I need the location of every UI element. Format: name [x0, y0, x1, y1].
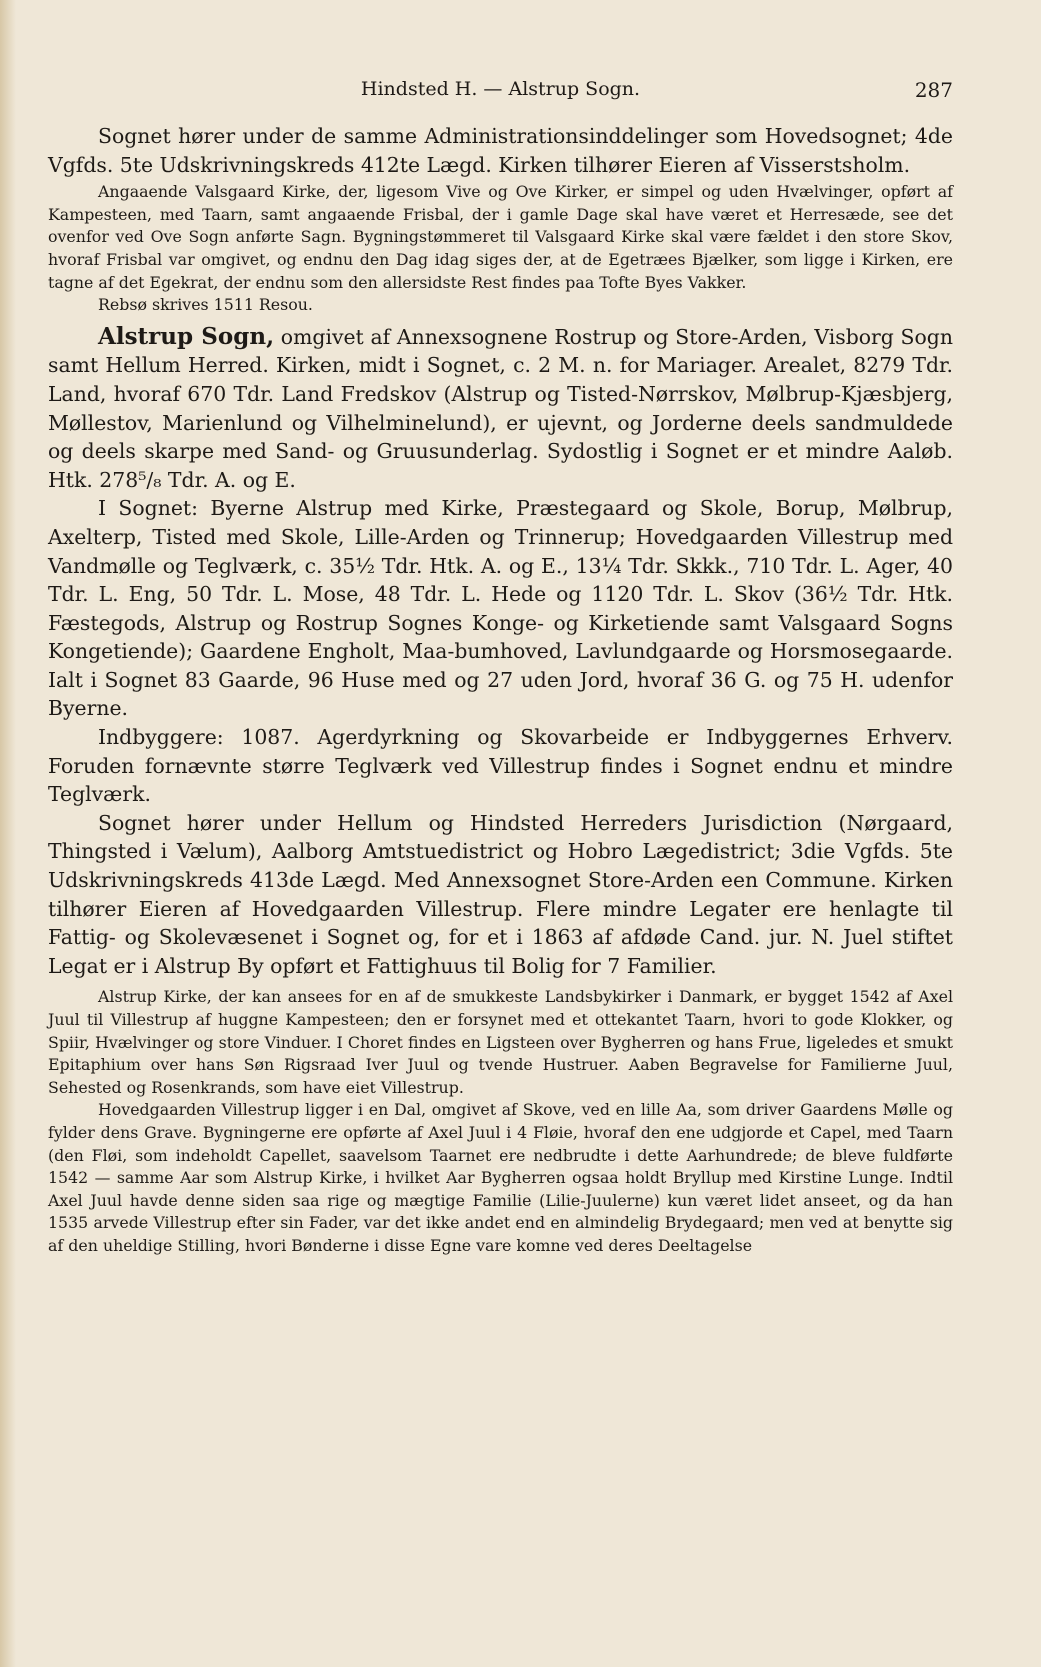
- header-title: Hindsted H. — Alstrup Sogn.: [360, 78, 641, 100]
- running-header: [48, 70, 953, 110]
- paragraph-text: Sognet hører under de samme Administrationsinddelinger som Hovedsognet; 4de Vgfds. 5te Udskrivningskreds 412te Lægd. Kirken tilhører Eieren af Visserstsholm.: [48, 124, 953, 177]
- paragraph-inhabitants: [48, 723, 953, 809]
- paragraph-text: omgivet af Annexsognene Rostrup og Store-Arden, Visborg Sogn samt Hellum Herred. Kirken, midt i Sognet, c. 2 M. n. for Mariager. Arealet, 8279 Tdr. Land, hvoraf 670 Tdr. Land Fredskov (Alstrup og Tisted-Nørrskov, Mølbrup-Kjæsbjerg, Møllestov, Marienlund og Vilhelminelund), er ujevnt, og Jorderne deels sandmuldede og deels skarpe med Sand- og Gruusunderlag. Sydostlig i Sognet er et mindre Aaløb. Htk. 278⁵/₈ Tdr. A. og E.: [48, 324, 953, 492]
- paragraph-administration: [48, 122, 953, 179]
- paragraph-text: Rebsø skrives 1511 Resou.: [98, 295, 313, 315]
- note-valsgaard-church: [48, 181, 953, 294]
- page-number: 287: [914, 78, 953, 102]
- paragraph-text: Angaaende Valsgaard Kirke, der, ligesom Vive og Ove Kirker, er simpel og uden Hvælvinger, opført af Kampesteen, med Taarn, samt angaaende Frisbal, der i gamle Dage skal have været et Herresæde, see det ovenfor ved Ove Sogn anførte Sagn. Bygningstømmeret til Valsgaard Kirke skal være fældet i den store Skov, hvoraf Frisbal var omgivet, og endnu den Dag idag siges der, at de Egetræes Bjælker, som ligge i Kirken, ere tagne af det Egekrat, der endnu som den allersidste Rest findes paa Tofte Byes Vakker.: [48, 182, 953, 292]
- paragraph-villages: [48, 494, 953, 723]
- note-rebsoe: [48, 294, 953, 317]
- paragraph-text: I Sognet: Byerne Alstrup med Kirke, Præstegaard og Skole, Borup, Mølbrup, Axelterp, Tisted med Skole, Lille-Arden og Trinnerup; Hovedgaarden Villestrup med Vandmølle og Teglværk, c. 35½ Tdr. Htk. A. og E., 13¼ Tdr. Skkk., 710 Tdr. L. Ager, 40 Tdr. L. Eng, 50 Tdr. L. Mose, 48 Tdr. L. Hede og 1120 Tdr. L. Skov (36½ Tdr. Htk. Fæstegods, Alstrup og Rostrup Sognes Konge- og Kirketiende samt Valsgaard Sogns Kongetiende); Gaardene Engholt, Maa-bumhoved, Lavlundgaarde og Horsmosegaarde. Ialt i Sognet 83 Gaarde, 96 Huse med og 27 uden Jord, hvoraf 36 G. og 75 H. udenfor Byerne.: [48, 496, 953, 721]
- paragraph-text: Indbyggere: 1087. Agerdyrkning og Skovarbeide er Indbyggernes Erhverv. Foruden fornævnte større Teglværk ved Villestrup findes i Sognet endnu et mindre Teglværk.: [48, 725, 953, 807]
- paragraph-text: Sognet hører under Hellum og Hindsted Herreders Jurisdiction (Nørgaard, Thingsted i Vælum), Aalborg Amtstuedistrict og Hobro Lægedistrict; 3die Vgfds. 5te Udskrivningskreds 413de Lægd. Med Annexsognet Store-Arden een Commune. Kirken tilhører Eieren af Hovedgaarden Villestrup. Flere mindre Legater ere henlagte til Fattig- og Skolevæsenet i Sognet og, for et i 1863 af afdøde Cand. jur. N. Juel stiftet Legat er i Alstrup By opført et Fattighuus til Bolig for 7 Familier.: [48, 810, 953, 978]
- paragraph-text: Alstrup Kirke, der kan ansees for en af de smukkeste Landsbykirker i Danmark, er bygget 1542 af Axel Juul til Villestrup af huggne Kampesteen; den er forsynet med et ottekantet Taarn, hvori to gode Klokker, og Spiir, Hvælvinger og store Vinduer. I Choret findes en Ligsteen over Bygherren og hans Frue, ligeledes et smukt Epitaphium over hans Søn Rigsraad Iver Juul og tvende Hustruer. Aaben Begravelse for Familierne Juul, Sehested og Rosenkrands, som have eiet Villestrup.: [48, 987, 953, 1097]
- section-heading: Alstrup Sogn,: [98, 322, 275, 350]
- note-villestrup-manor: [48, 1099, 953, 1257]
- paragraph-alstrup-parish: [48, 323, 953, 495]
- page-edge-shadow: [0, 0, 16, 1667]
- note-alstrup-church: [48, 986, 953, 1099]
- paragraph-jurisdiction: [48, 809, 953, 981]
- paragraph-text: Hovedgaarden Villestrup ligger i en Dal, omgivet af Skove, ved en lille Aa, som driver Gaardens Mølle og fylder dens Grave. Bygningerne ere opførte af Axel Juul i 4 Fløie, hvoraf den ene udgjorde et Capel, med Taarn (den Fløi, som indeholdt Capellet, saavelsom Taarnet ere nedbrudte i dette Aarhundrede; de bleve fuldførte 1542 — samme Aar som Alstrup Kirke, i hvilket Aar Bygherren ogsaa holdt Bryllup med Kirstine Lunge. Indtil Axel Juul havde denne siden saa rige og mægtige Familie (Lilie-Juulerne) kun været lidet anseet, og da han 1535 arvede Villestrup efter sin Fader, var det ikke andet end en almindelig Brydegaard; men ved at benytte sig af den uheldige Stilling, hvori Bønderne i disse Egne vare komne ved deres Deeltagelse: [48, 1100, 953, 1255]
